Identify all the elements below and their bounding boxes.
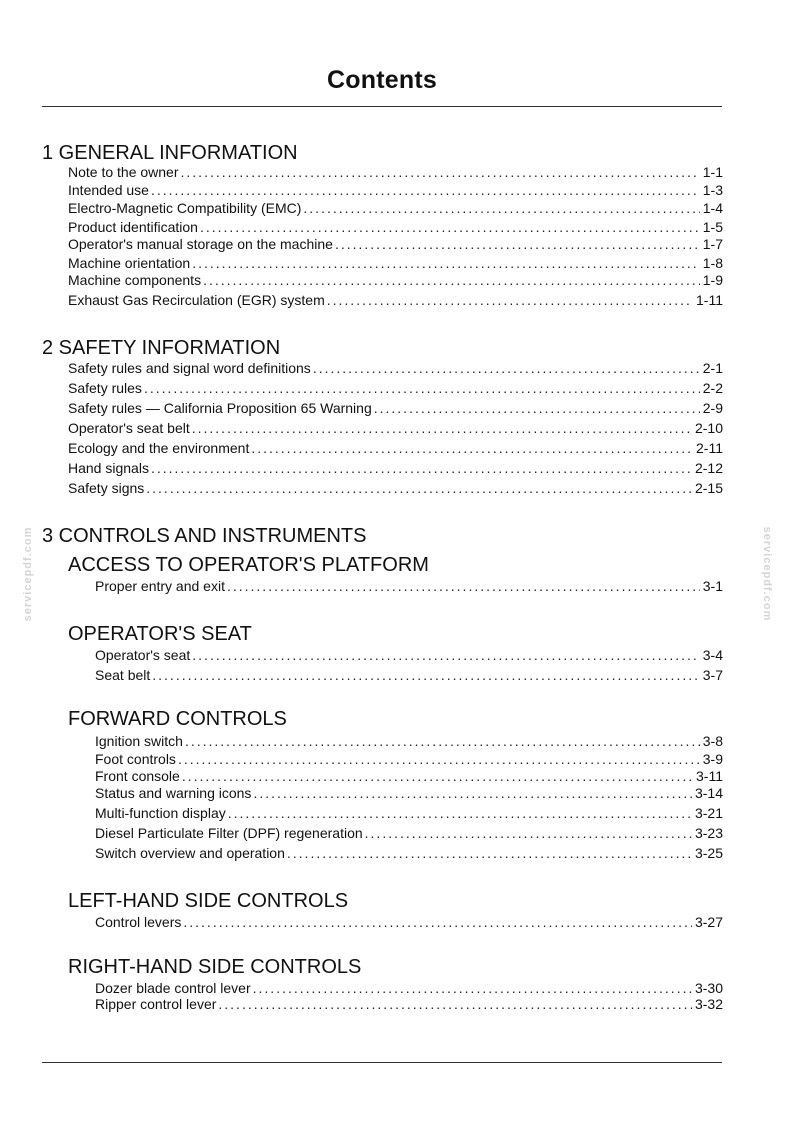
toc-entry[interactable]	[95, 913, 723, 931]
toc-entry-label: Product identification	[68, 219, 198, 235]
dot-leader	[287, 844, 692, 862]
toc-entry-page: 1-7	[702, 236, 723, 252]
dot-leader	[203, 271, 700, 289]
toc-entry-page: 3-32	[694, 996, 723, 1012]
toc-entry-label: Exhaust Gas Recirculation (EGR) system	[68, 292, 325, 308]
toc-entry[interactable]	[95, 666, 723, 684]
subsection-heading-forward-controls: FORWARD CONTROLS	[68, 708, 287, 730]
section-heading-controls-and-instruments: 3 CONTROLS AND INSTRUMENTS	[42, 525, 367, 547]
toc-entry[interactable]	[68, 291, 723, 309]
toc-entry-page: 1-4	[702, 200, 723, 216]
dot-leader	[374, 399, 700, 417]
dot-leader	[152, 666, 700, 684]
dot-leader	[303, 199, 699, 217]
toc-entry[interactable]	[68, 379, 723, 397]
toc-entry-label: Control levers	[95, 914, 182, 930]
toc-entry-page: 1-9	[702, 272, 723, 288]
toc-entry-page: 3-30	[694, 980, 723, 996]
watermark-left: servicepdf.com	[22, 526, 34, 622]
toc-entry[interactable]	[68, 419, 723, 437]
toc-entry[interactable]	[68, 399, 723, 417]
section-heading-general-information: 1 GENERAL INFORMATION	[42, 142, 298, 164]
dot-leader	[146, 479, 692, 497]
toc-entry-page: 3-7	[702, 667, 723, 683]
toc-entry-page: 1-5	[702, 219, 723, 235]
toc-entry-page: 1-3	[702, 182, 723, 198]
toc-entry-label: Safety rules — California Proposition 65 Warning	[68, 400, 372, 416]
toc-entry[interactable]	[68, 359, 723, 377]
toc-entry[interactable]	[68, 163, 723, 181]
section-heading-safety-information: 2 SAFETY INFORMATION	[42, 337, 281, 359]
footer-divider	[42, 1062, 722, 1063]
toc-entry-label: Note to the owner	[68, 164, 179, 180]
toc-entry-label: Operator's seat	[95, 647, 191, 663]
toc-entry-label: Multi-function display	[95, 805, 226, 821]
toc-entry-page: 1-11	[696, 292, 723, 308]
toc-entry[interactable]	[68, 254, 723, 272]
toc-entry[interactable]	[68, 271, 723, 289]
subsection-heading-access: ACCESS TO OPERATOR'S PLATFORM	[68, 554, 429, 576]
toc-entry-page: 2-9	[702, 400, 723, 416]
toc-entry-label: Ignition switch	[95, 733, 183, 749]
dot-leader	[192, 254, 700, 272]
toc-entry-page: 2-11	[696, 440, 723, 456]
toc-entry[interactable]	[68, 218, 723, 236]
toc-entry-page: 3-4	[702, 647, 723, 663]
toc-entry-page: 2-2	[702, 380, 723, 396]
toc-entry-label: Operator's manual storage on the machine	[68, 236, 333, 252]
toc-entry-page: 3-14	[694, 785, 723, 801]
dot-leader	[327, 291, 693, 309]
toc-entry[interactable]	[95, 844, 723, 862]
toc-entry-page: 2-1	[702, 360, 723, 376]
toc-entry-page: 3-27	[694, 914, 723, 930]
toc-entry-page: 3-25	[694, 845, 723, 861]
dot-leader	[183, 913, 692, 931]
dot-leader	[335, 235, 700, 253]
dot-leader	[192, 419, 692, 437]
toc-entry-label: Seat belt	[95, 667, 151, 683]
dot-leader	[192, 646, 699, 664]
toc-entry-label: Foot controls	[95, 751, 176, 767]
toc-entry-label: Front console	[95, 768, 180, 784]
toc-entry-page: 1-1	[702, 164, 723, 180]
dot-leader	[227, 577, 700, 595]
toc-entry-label: Electro-Magnetic Compatibility (EMC)	[68, 200, 302, 216]
toc-entry-page: 3-9	[702, 751, 723, 767]
toc-entry-label: Proper entry and exit	[95, 578, 225, 594]
toc-entry-label: Machine components	[68, 272, 202, 288]
subsection-heading-operator-seat: OPERATOR'S SEAT	[68, 623, 252, 645]
subsection-heading-right-hand-side-controls: RIGHT-HAND SIDE CONTROLS	[68, 956, 362, 978]
toc-entry[interactable]	[68, 439, 723, 457]
toc-entry-label: Diesel Particulate Filter (DPF) regeneration	[95, 825, 363, 841]
dot-leader	[218, 995, 692, 1013]
dot-leader	[151, 181, 700, 199]
toc-entry-page: 3-21	[694, 805, 723, 821]
subsection-heading-left-hand-side-controls: LEFT-HAND SIDE CONTROLS	[68, 890, 349, 912]
toc-entry-page: 3-8	[702, 733, 723, 749]
toc-entry[interactable]	[68, 235, 723, 253]
dot-leader	[144, 379, 700, 397]
toc-entry[interactable]	[68, 459, 723, 477]
toc-entry-label: Ripper control lever	[95, 996, 217, 1012]
dot-leader	[185, 732, 700, 750]
toc-entry[interactable]	[68, 479, 723, 497]
header-divider	[42, 106, 722, 107]
toc-entry-label: Safety rules and signal word definitions	[68, 360, 311, 376]
dot-leader	[200, 218, 700, 236]
toc-entry-page: 2-10	[694, 420, 723, 436]
toc-entry[interactable]	[95, 732, 723, 750]
dot-leader	[182, 767, 693, 785]
toc-entry[interactable]	[95, 646, 723, 664]
dot-leader	[251, 439, 693, 457]
watermark-right: servicepdf.com	[761, 526, 773, 622]
toc-entry[interactable]	[68, 181, 723, 199]
toc-entry-page: 3-23	[694, 825, 723, 841]
dot-leader	[253, 784, 692, 802]
toc-entry[interactable]	[95, 577, 723, 595]
toc-entry-page: 2-12	[694, 460, 723, 476]
toc-entry-label: Hand signals	[68, 460, 149, 476]
toc-entry-page: 3-1	[702, 578, 723, 594]
toc-entry[interactable]	[95, 995, 723, 1013]
toc-entry-label: Operator's seat belt	[68, 420, 190, 436]
toc-entry[interactable]	[95, 804, 723, 822]
toc-entry-label: Safety signs	[68, 480, 145, 496]
toc-entry-label: Dozer blade control lever	[95, 980, 251, 996]
dot-leader	[178, 750, 700, 768]
toc-entry-page: 3-11	[696, 768, 723, 784]
dot-leader	[151, 459, 692, 477]
dot-leader	[181, 163, 700, 181]
toc-entry-label: Status and warning icons	[95, 785, 252, 801]
toc-entry-label: Intended use	[68, 182, 149, 198]
toc-entry-label: Switch overview and operation	[95, 845, 285, 861]
toc-entry-label: Safety rules	[68, 380, 142, 396]
page-title: Contents	[327, 66, 437, 94]
dot-leader	[365, 824, 692, 842]
toc-entry[interactable]	[95, 824, 723, 842]
toc-entry-page: 1-8	[702, 255, 723, 271]
dot-leader	[313, 359, 700, 377]
toc-entry-label: Ecology and the environment	[68, 440, 250, 456]
toc-entry[interactable]	[95, 750, 723, 768]
toc-entry[interactable]	[68, 199, 723, 217]
toc-entry-label: Machine orientation	[68, 255, 191, 271]
toc-entry-page: 2-15	[694, 480, 723, 496]
toc-entry[interactable]	[95, 784, 723, 802]
toc-entry[interactable]	[95, 767, 723, 785]
dot-leader	[228, 804, 692, 822]
